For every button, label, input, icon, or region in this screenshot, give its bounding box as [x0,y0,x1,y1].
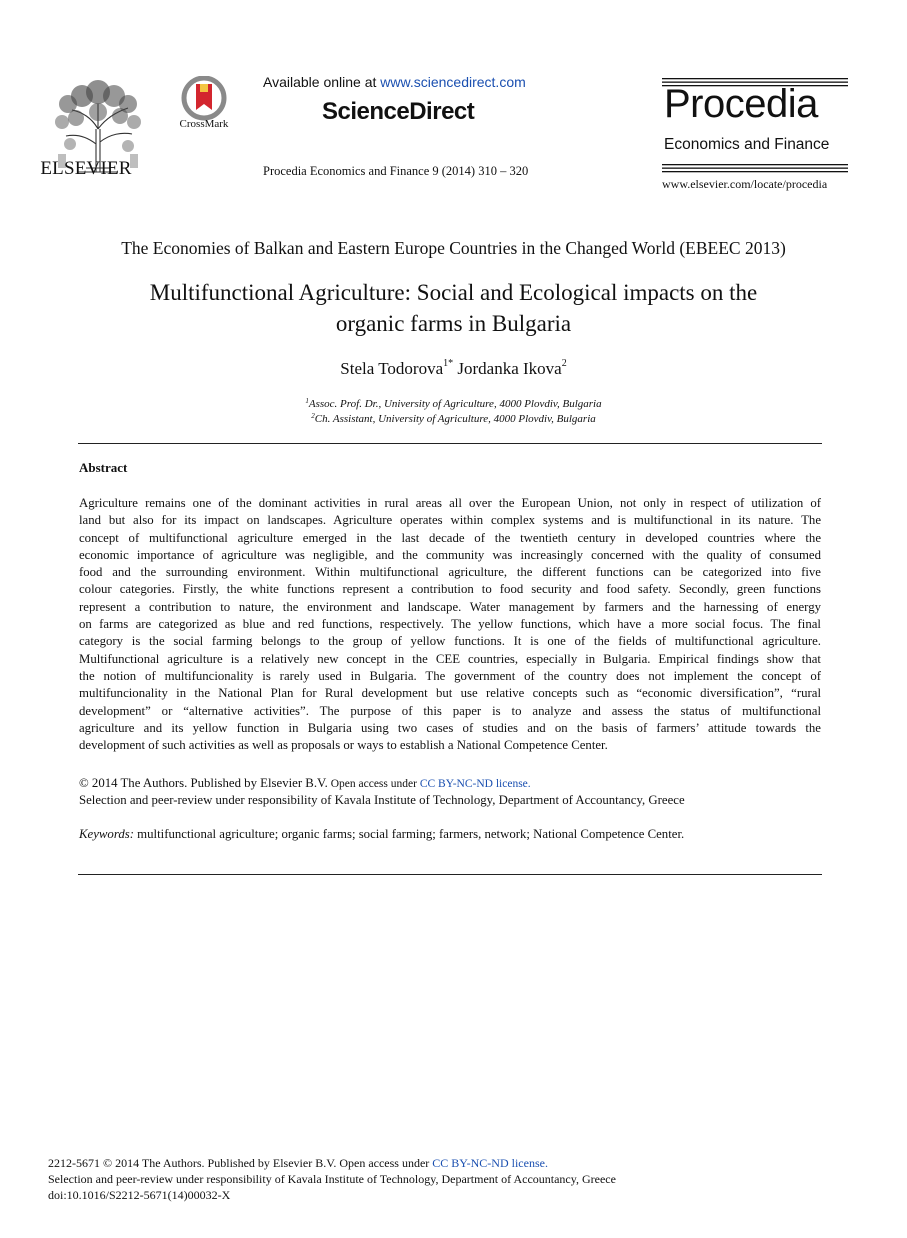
journal-reference: Procedia Economics and Finance 9 (2014) 310 – 320 [263,164,529,178]
abstract-line: category is the social farming belongs to the group of yellow functions. It is one of the fields of multifunctional agriculture. [79,634,821,649]
author-name: Jordanka Ikova [457,359,562,378]
keywords-label: Keywords: [79,827,134,841]
affiliation-text: Assoc. Prof. Dr., University of Agriculture, 4000 Plovdiv, Bulgaria [308,398,602,410]
divider-top [78,443,822,444]
sciencedirect-link[interactable]: www.sciencedirect.com [380,74,526,90]
crossmark-label: CrossMark [179,118,229,130]
abstract-body [79,495,821,754]
abstract-line: colour categories. Firstly, the white functions represent a contribution to food security and food safety. Secondly, green functions [79,582,821,597]
procedia-wordmark: Procedia [664,82,818,126]
affiliation-mark: 1 [305,397,309,405]
abstract-line: economic importance of agriculture was negligible, and the community was increasingly concerned with the quality of consumed [79,547,821,562]
keywords-text: multifunctional agriculture; organic farms; social farming; farmers, network; National Competence Center. [133,827,685,841]
affiliation-2 [0,412,907,425]
open-access-text: Open access under [327,778,420,790]
available-prefix: Available online at [263,74,381,90]
divider-bottom [78,874,822,875]
abstract-line: development” or “alternative activities”. The purpose of this paper is to analyze and assess the status of multifunctional [79,703,821,718]
peer-review-statement: Selection and peer-review under responsibility of Kavala Institute of Technology, Department of Accountancy, Greece [79,793,685,807]
footer-license-link[interactable]: CC BY-NC-ND license. [432,1156,548,1170]
abstract-line: on farms are categorized as blue and red functions, respectively. The yellow functions, which have a more social focus. The final [79,617,821,632]
keywords-line [79,827,684,842]
abstract-line: Agriculture remains one of the dominant activities in rural areas all over the European Union, not only in respect of utilization of [79,496,821,510]
author-mark: 2 [561,358,567,369]
affiliation-mark: 2 [311,412,315,420]
footer-issn-line [48,1156,548,1171]
copyright-line [79,776,531,791]
license-link[interactable]: CC BY-NC-ND license. [419,778,531,790]
abstract-line: development of such activities as well as proposals or ways to establish a National Competence Center. [79,738,608,753]
affiliation-text: Ch. Assistant, University of Agriculture, 4000 Plovdiv, Bulgaria [314,413,596,425]
article-title-line-2: organic farms in Bulgaria [335,311,572,336]
available-online-line [263,74,526,90]
abstract-line: multifuncionality in the National Plan for Rural development but use relative concepts such as “economic diversification”, “rural [79,686,821,701]
author-list [0,358,907,379]
footer-doi[interactable]: doi:10.1016/S2212-5671(14)00032-X [48,1188,231,1202]
sciencedirect-wordmark: ScienceDirect [322,98,475,125]
journal-homepage-url[interactable]: www.elsevier.com/locate/procedia [662,177,828,191]
procedia-bottom-rule [662,164,848,175]
abstract-line: concept of multifunctional agriculture emerged in the last decade of the twentieth century in developed countries where the [79,530,821,545]
procedia-subtitle: Economics and Finance [664,136,830,153]
abstract-line: represent a contribution to nature, the environment and landscape. Water management by farmers and the harnessing of energy [79,599,821,614]
author-name: Stela Todorova [340,359,444,378]
abstract-heading: Abstract [79,460,128,475]
author-mark: 1* [443,358,454,369]
elsevier-wordmark: ELSEVIER [40,158,132,179]
abstract-line: Multifunctional agriculture is a relatively new concept in the CEE countries, especially in Bulgaria. Empirical findings show that [79,651,821,666]
affiliation-1 [0,397,907,410]
conference-name: The Economies of Balkan and Eastern Europe Countries in the Changed World (EBEEC 2013) [121,238,786,258]
footer-issn-text: 2212-5671 © 2014 The Authors. Published by Elsevier B.V. Open access under [48,1156,433,1170]
article-title-line-1: Multifunctional Agriculture: Social and Ecological impacts on the [149,280,758,305]
abstract-line: food and the surrounding environment. Within multifunctional agriculture, the different functions can be categorized into five [79,565,821,580]
footer-peer-review: Selection and peer-review under responsibility of Kavala Institute of Technology, Department of Accountancy, Greece [48,1172,616,1186]
abstract-line: agriculture and its yellow function in Bulgaria using two cases of studies and on the basis of farmers’ attitude towards the [79,720,821,735]
abstract-line: land but also for its impact on landscapes. Agriculture operates within complex systems and is multifunctional in its nature. The [79,513,821,528]
copyright-text: © 2014 The Authors. Published by Elsevier B.V. [79,776,328,790]
abstract-line: the notion of multifuncionality is rarely used in Bulgaria. The government of the country does not implement the concept of [79,668,821,683]
